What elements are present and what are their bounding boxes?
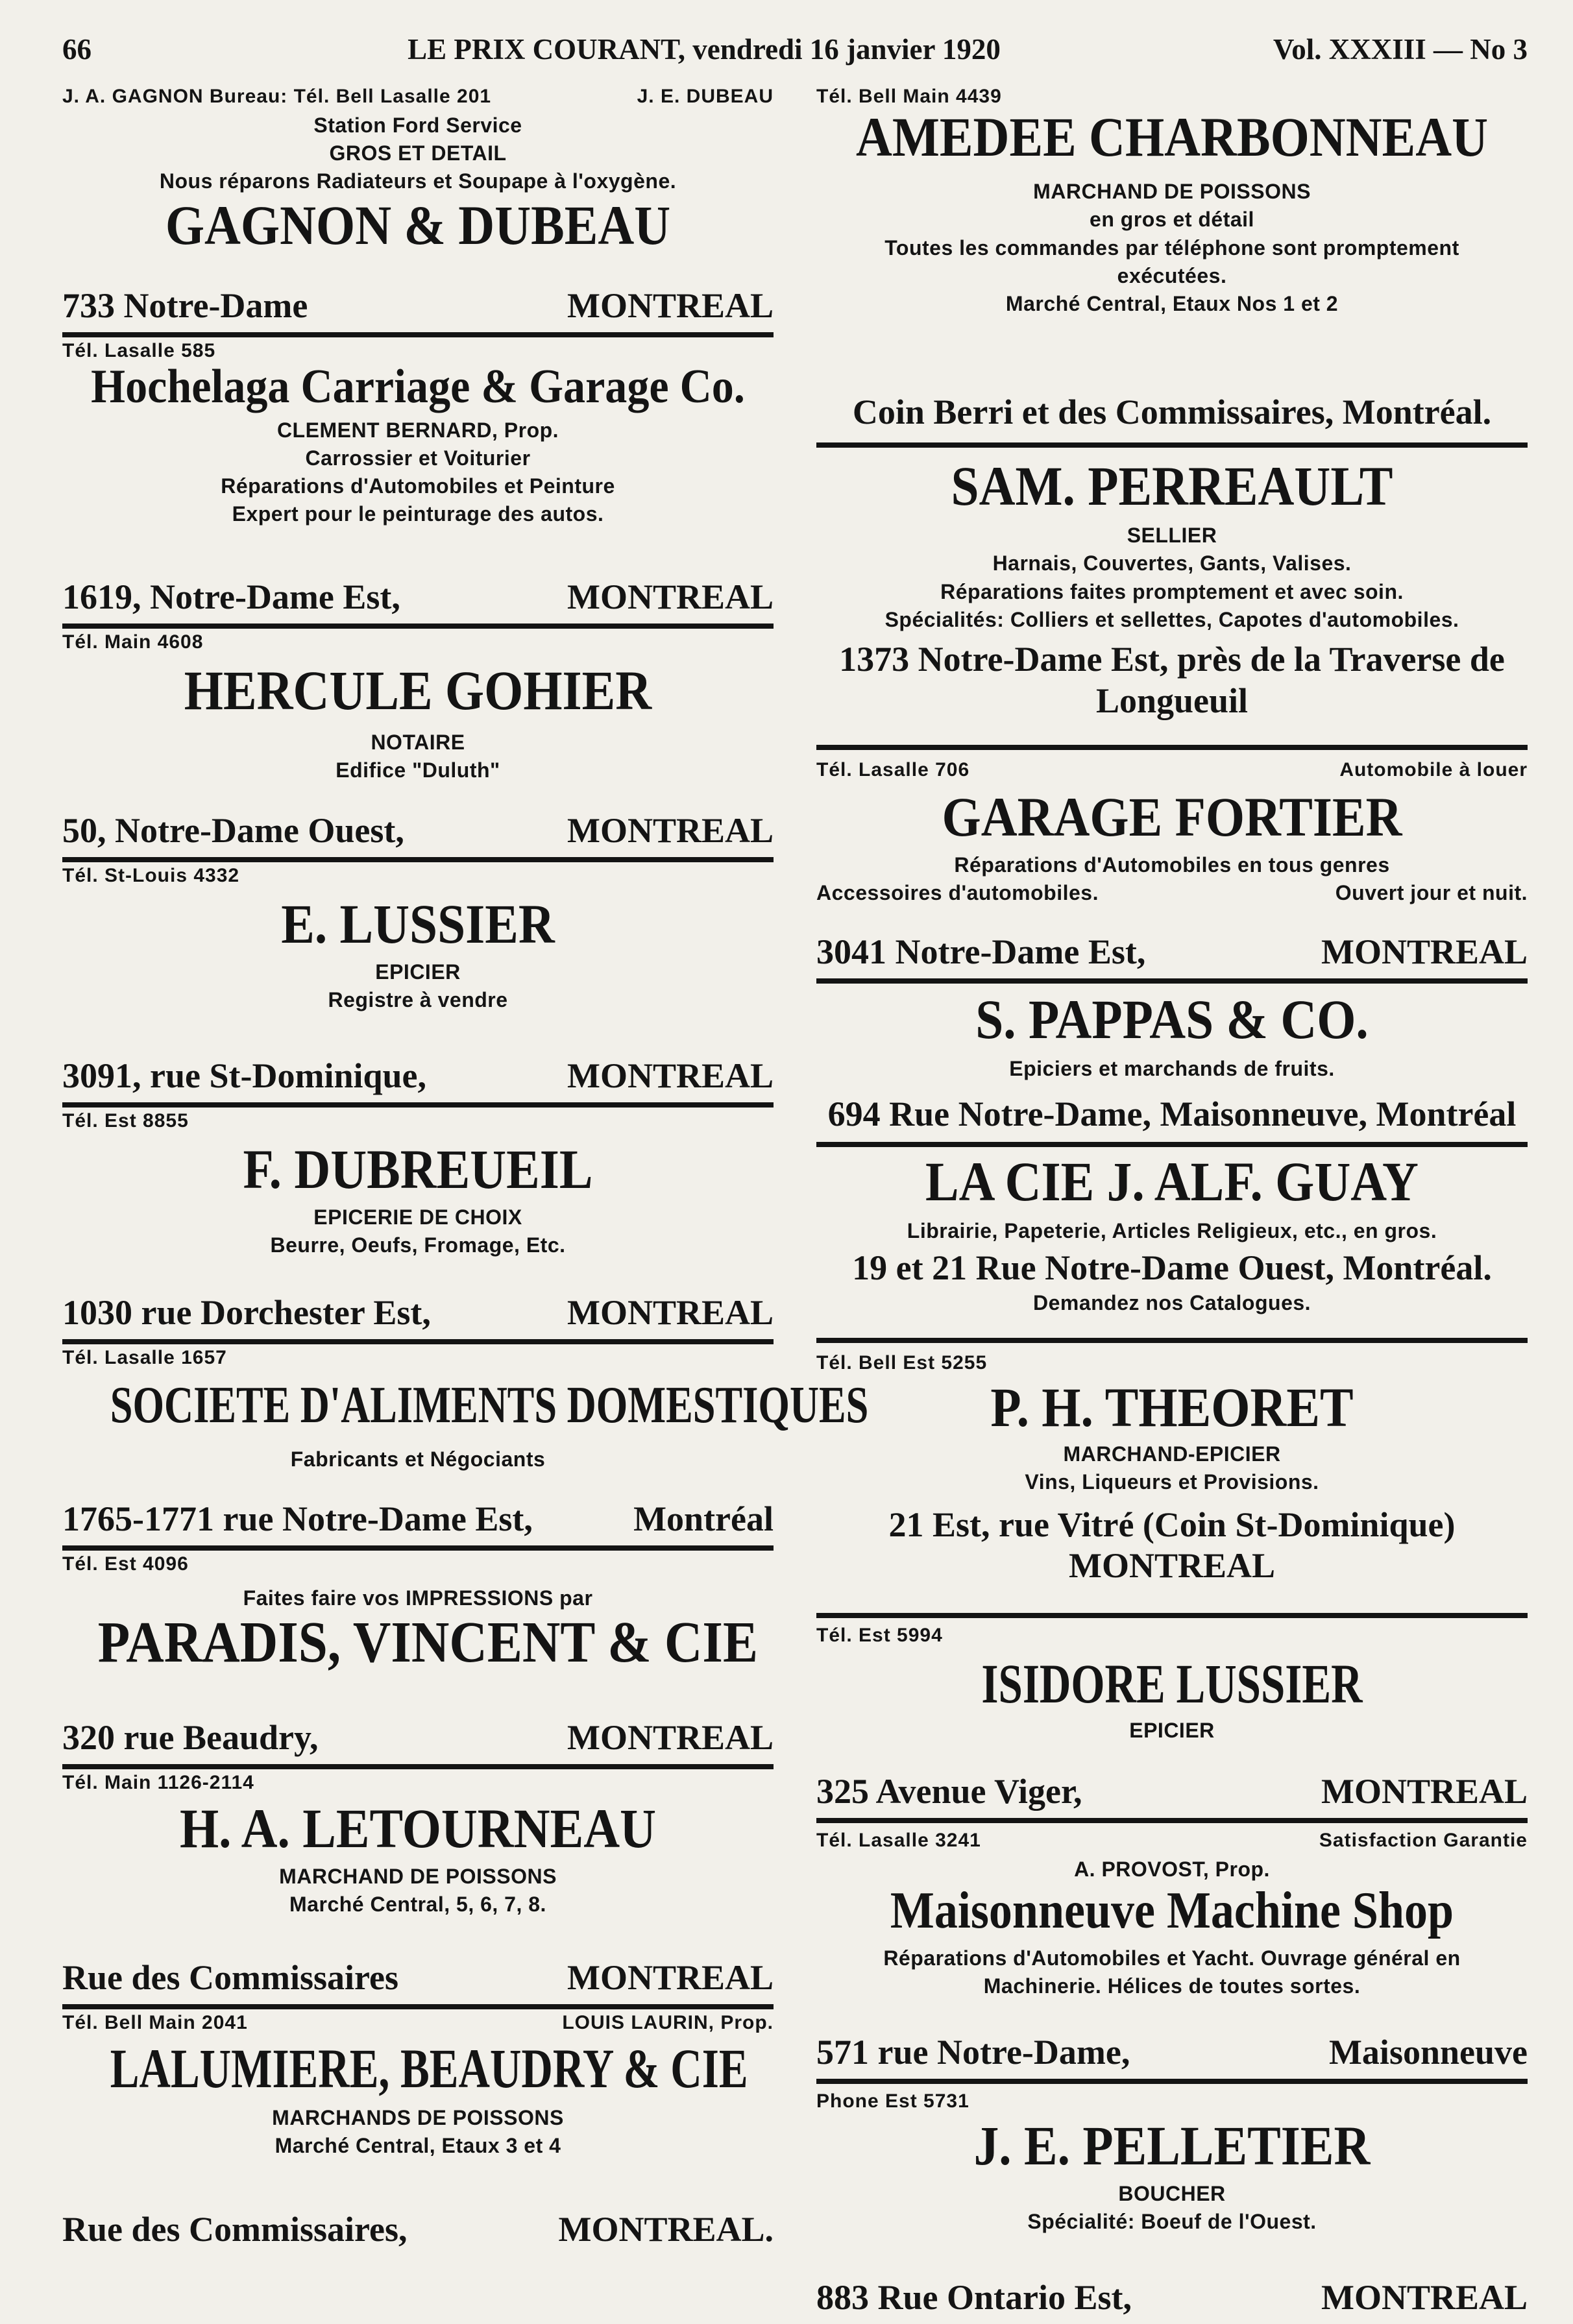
ad-theoret: [816, 1343, 1528, 1618]
ad-alf-guay: [816, 1147, 1528, 1343]
ad-line: Marché Central, 5, 6, 7, 8.: [289, 1893, 546, 1917]
ad-phone: Tél. Est 4096: [62, 1553, 189, 1575]
ad-city: Montréal: [633, 1499, 774, 1539]
ad-line: Expert pour le peinturage des autos.: [232, 502, 604, 526]
ad-line: en gros et détail: [1090, 208, 1254, 232]
ad-line: Demandez nos Catalogues.: [1032, 1291, 1311, 1315]
ad-line: Spécialités: Colliers et sellettes, Capotes d'automobiles.: [884, 607, 1459, 631]
ad-line: Harnais, Couvertes, Gants, Valises.: [992, 551, 1352, 575]
right-column: [816, 83, 1528, 2324]
ad-address: 1619, Notre-Dame Est,: [62, 577, 400, 617]
ad-city: MONTREAL.: [558, 2210, 774, 2249]
ad-title: E. LUSSIER: [281, 893, 555, 955]
ad-line: Réparations d'Automobiles et Yacht. Ouvrage général en Machinerie. Hélices de toutes sortes.: [883, 1946, 1461, 1998]
ad-phone: Tél. St-Louis 4332: [62, 865, 240, 886]
ad-note: Automobile à louer: [1339, 759, 1528, 781]
ad-line: Librairie, Papeterie, Articles Religieux, etc., en gros.: [907, 1219, 1437, 1243]
ad-lalumiere-beaudry: [62, 2009, 774, 2256]
ad-line: Epiciers et marchands de fruits.: [1009, 1057, 1335, 1081]
ad-pre: Faites faire vos IMPRESSIONS par: [243, 1586, 593, 1610]
ad-city: MONTREAL: [567, 577, 774, 617]
ad-line: MARCHANDS DE POISSONS: [272, 2106, 564, 2130]
ad-title: SOCIETE D'ALIMENTS DOMESTIQUES: [110, 1377, 869, 1434]
ad-letourneau: [62, 1769, 774, 2009]
ad-address: Coin Berri et des Commissaires, Montréal.: [852, 393, 1492, 432]
ad-address: 3091, rue St-Dominique,: [62, 1056, 427, 1096]
ad-address: 50, Notre-Dame Ouest,: [62, 811, 404, 851]
ad-line: MARCHAND DE POISSONS: [279, 1865, 557, 1889]
ad-title: GAGNON & DUBEAU: [165, 193, 671, 256]
ad-title: Hochelaga Carriage & Garage Co.: [91, 360, 745, 413]
ad-note: Satisfaction Garantie: [1319, 1830, 1528, 1851]
ad-address: Rue des Commissaires: [62, 1958, 398, 1998]
ad-city: MONTREAL: [567, 1056, 774, 1096]
ad-line: Marché Central, Etaux 3 et 4: [274, 2134, 561, 2158]
ad-pelletier: [816, 2084, 1528, 2324]
ad-title: HERCULE GOHIER: [184, 659, 652, 721]
volume-number: Vol. XXXIII — No 3: [1273, 33, 1528, 66]
ad-title: GARAGE FORTIER: [942, 786, 1402, 848]
ad-title: ISIDORE LUSSIER: [981, 1652, 1363, 1715]
ad-address: 883 Rue Ontario Est,: [816, 2278, 1132, 2318]
ad-title: Maisonneuve Machine Shop: [890, 1882, 1454, 1940]
ad-phone: Tél. Main 1126-2114: [62, 1772, 254, 1793]
ad-line: Vins, Liqueurs et Provisions.: [1025, 1470, 1319, 1494]
ad-address: 733 Notre-Dame: [62, 286, 308, 326]
ad-line: Beurre, Oeufs, Fromage, Etc.: [270, 1233, 566, 1257]
ad-title: AMEDEE CHARBONNEAU: [855, 106, 1488, 168]
ad-city: MONTREAL: [1321, 1772, 1528, 1811]
ad-line: BOUCHER: [1118, 2182, 1226, 2206]
ad-address: 19 et 21 Rue Notre-Dame Ouest, Montréal.: [852, 1248, 1492, 1288]
ad-sam-perreault: [816, 448, 1528, 750]
ad-title: P. H. THEORET: [990, 1376, 1354, 1438]
ad-line: Ouvert jour et nuit.: [1335, 881, 1528, 905]
ad-address: 694 Rue Notre-Dame, Maisonneuve, Montréal: [827, 1095, 1517, 1134]
ad-garage-fortier: [816, 750, 1528, 984]
ad-f-dubreueil: [62, 1108, 774, 1344]
ad-partner: J. E. DUBEAU: [637, 86, 774, 107]
ad-title: LALUMIERE, BEAUDRY & CIE: [110, 2037, 748, 2100]
ad-gagnon-dubeau: [62, 83, 774, 337]
ad-city: MONTREAL: [1321, 932, 1528, 972]
ad-address: 320 rue Beaudry,: [62, 1718, 319, 1758]
ad-proprietor: LOUIS LAURIN, Prop.: [562, 2012, 774, 2033]
ad-line: SELLIER: [1127, 524, 1217, 548]
ad-line: Toutes les commandes par téléphone sont promptement exécutées.: [884, 236, 1459, 287]
ad-address: 1030 rue Dorchester Est,: [62, 1293, 431, 1333]
ad-pre: A. PROVOST, Prop.: [1074, 1858, 1270, 1881]
ad-title: S. PAPPAS & CO.: [975, 988, 1369, 1050]
ad-paradis-vincent: [62, 1551, 774, 1769]
ad-line: Station Ford Service: [313, 114, 522, 137]
ad-line: EPICERIE DE CHOIX: [313, 1205, 522, 1229]
ad-maisonneuve-machine-shop: [816, 1823, 1528, 2084]
ad-line: Réparations d'Automobiles et Peinture: [221, 474, 615, 498]
ad-phone: Tél. Lasalle 585: [62, 340, 216, 361]
ad-city: MONTREAL: [567, 1293, 774, 1333]
ad-e-lussier: [62, 862, 774, 1108]
ad-phone: Tél. Main 4608: [62, 631, 204, 653]
ad-s-pappas: [816, 984, 1528, 1147]
ad-city: MONTREAL: [567, 1958, 774, 1998]
ad-title: PARADIS, VINCENT & CIE: [97, 1610, 758, 1675]
ad-city: MONTREAL: [567, 286, 774, 326]
ad-line: GROS ET DETAIL: [329, 141, 507, 165]
ad-line: MARCHAND-EPICIER: [1063, 1442, 1281, 1466]
ad-line: Carrossier et Voiturier: [305, 446, 531, 470]
left-column: [62, 83, 869, 2324]
ad-title: F. DUBREUEIL: [243, 1138, 593, 1200]
ad-address: 3041 Notre-Dame Est,: [816, 932, 1146, 972]
ad-phone: Tél. Lasalle 3241: [816, 1830, 981, 1851]
ad-city: MONTREAL: [567, 1718, 774, 1758]
ad-phone: Phone Est 5731: [816, 2090, 969, 2112]
ad-title: SAM. PERREAULT: [951, 455, 1393, 517]
ad-phone: Tél. Lasalle 706: [816, 759, 970, 781]
ad-line: Nous réparons Radiateurs et Soupape à l'oxygène.: [159, 169, 677, 193]
ad-city: Maisonneuve: [1328, 2033, 1528, 2072]
ad-address: Rue des Commissaires,: [62, 2210, 408, 2249]
ad-phone: Tél. Est 8855: [62, 1110, 189, 1132]
ad-hercule-gohier: [62, 629, 774, 862]
ad-line: EPICIER: [375, 960, 461, 984]
ad-line: Fabricants et Négociants: [290, 1447, 546, 1471]
ad-address: 21 Est, rue Vitré (Coin St-Dominique) MONTREAL: [888, 1505, 1456, 1586]
ad-title: H. A. LETOURNEAU: [179, 1797, 657, 1859]
ad-line: Réparations d'Automobiles en tous genres: [954, 853, 1390, 877]
ad-amedee-charbonneau: [816, 83, 1528, 448]
ad-isidore-lussier: [816, 1618, 1528, 1823]
ad-city: MONTREAL: [567, 811, 774, 851]
page-header: [62, 32, 1528, 78]
ad-line: EPICIER: [1129, 1719, 1215, 1743]
ad-line: Registre à vendre: [328, 988, 508, 1012]
ad-phone: J. A. GAGNON Bureau: Tél. Bell Lasalle 201: [62, 86, 492, 107]
ad-address: 571 rue Notre-Dame,: [816, 2033, 1130, 2072]
ad-phone: Tél. Lasalle 1657: [62, 1347, 227, 1368]
ad-phone: Tél. Bell Est 5255: [816, 1352, 988, 1374]
page-number: 66: [62, 33, 91, 66]
ad-line: NOTAIRE: [371, 731, 465, 755]
ad-line: MARCHAND DE POISSONS: [1033, 180, 1311, 204]
ad-line: Accessoires d'automobiles.: [816, 881, 1099, 905]
ad-city: MONTREAL: [1321, 2278, 1528, 2318]
ad-phone: Tél. Bell Main 4439: [816, 86, 1002, 107]
ad-line: Réparations faites promptement et avec soin.: [940, 579, 1404, 603]
ad-hochelaga-carriage: [62, 337, 774, 629]
ad-phone: Tél. Bell Main 2041: [62, 2012, 248, 2033]
ad-address: 1373 Notre-Dame Est, près de la Traverse de Longueuil: [839, 640, 1505, 720]
ad-line: Spécialité: Boeuf de l'Ouest.: [1027, 2210, 1317, 2234]
ad-line: Edifice "Duluth": [335, 758, 500, 782]
ad-title: LA CIE J. ALF. GUAY: [925, 1150, 1419, 1213]
ad-address: 1765-1771 rue Notre-Dame Est,: [62, 1499, 533, 1539]
ad-phone: Tél. Est 5994: [816, 1625, 943, 1646]
publication-title: LE PRIX COURANT, vendredi 16 janvier 1920: [408, 33, 1001, 66]
ad-societe-aliments: [62, 1344, 869, 1551]
ad-title: J. E. PELLETIER: [973, 2114, 1371, 2177]
ad-line: CLEMENT BERNARD, Prop.: [276, 418, 559, 442]
ad-address: 325 Avenue Viger,: [816, 1772, 1082, 1811]
ad-line: Marché Central, Etaux Nos 1 et 2: [1005, 292, 1339, 316]
